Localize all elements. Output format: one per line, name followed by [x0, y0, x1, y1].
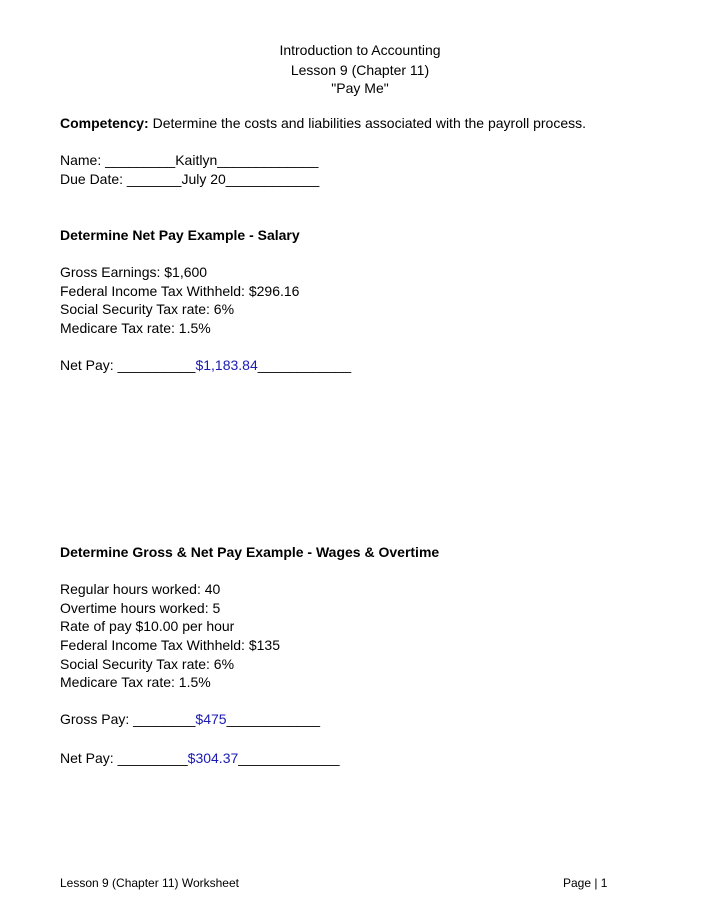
- wages-gross-pay-answer: $475: [195, 711, 227, 727]
- course-title: Introduction to Accounting: [279, 42, 441, 58]
- due-date-suffix: ____________: [225, 171, 320, 187]
- salary-net-pay-suffix: ____________: [257, 357, 352, 373]
- due-date-value: July 20: [181, 171, 226, 187]
- competency-statement: [60, 114, 586, 132]
- wages-medicare: Medicare Tax rate: 1.5%: [60, 674, 211, 690]
- salary-net-pay-prefix: Net Pay: __________: [60, 357, 196, 373]
- salary-social-security: Social Security Tax rate: 6%: [60, 301, 235, 317]
- due-date-line: [60, 170, 319, 188]
- wages-gross-pay-prefix: Gross Pay: ________: [60, 711, 196, 727]
- wages-social-security: Social Security Tax rate: 6%: [60, 656, 235, 672]
- salary-net-pay-answer: $1,183.84: [195, 357, 258, 373]
- wages-rate-of-pay: Rate of pay $10.00 per hour: [60, 618, 235, 634]
- wages-net-pay-prefix: Net Pay: _________: [60, 750, 188, 766]
- wages-regular-hours: Regular hours worked: 40: [60, 581, 221, 597]
- wages-net-pay-answer: $304.37: [187, 750, 239, 766]
- wages-net-pay-line: [60, 749, 340, 767]
- wages-net-pay-suffix: _____________: [238, 750, 340, 766]
- wages-gross-pay-suffix: ____________: [226, 711, 321, 727]
- competency-text: Determine the costs and liabilities associated with the payroll process.: [148, 115, 587, 131]
- name-suffix: _____________: [217, 152, 319, 168]
- wages-overtime-hours: Overtime hours worked: 5: [60, 600, 221, 616]
- salary-federal-tax: Federal Income Tax Withheld: $296.16: [60, 283, 300, 299]
- salary-example-heading: Determine Net Pay Example - Salary: [60, 227, 300, 243]
- wages-federal-tax: Federal Income Tax Withheld: $135: [60, 637, 280, 653]
- footer-page-number: Page | 1: [563, 876, 608, 890]
- wages-example-heading: Determine Gross & Net Pay Example - Wages & Overtime: [60, 544, 440, 560]
- competency-label: Competency:: [60, 115, 149, 131]
- lesson-title: Lesson 9 (Chapter 11): [290, 62, 430, 78]
- salary-net-pay-line: [60, 356, 351, 374]
- worksheet-subtitle: "Pay Me": [331, 80, 389, 96]
- student-name: Kaitlyn: [175, 152, 218, 168]
- footer-worksheet-label: Lesson 9 (Chapter 11) Worksheet: [60, 876, 239, 890]
- salary-gross-earnings: Gross Earnings: $1,600: [60, 264, 208, 280]
- name-prefix: Name: _________: [60, 152, 176, 168]
- wages-gross-pay-line: [60, 710, 320, 728]
- salary-medicare: Medicare Tax rate: 1.5%: [60, 320, 211, 336]
- student-name-line: [60, 151, 318, 169]
- due-date-prefix: Due Date: _______: [60, 171, 182, 187]
